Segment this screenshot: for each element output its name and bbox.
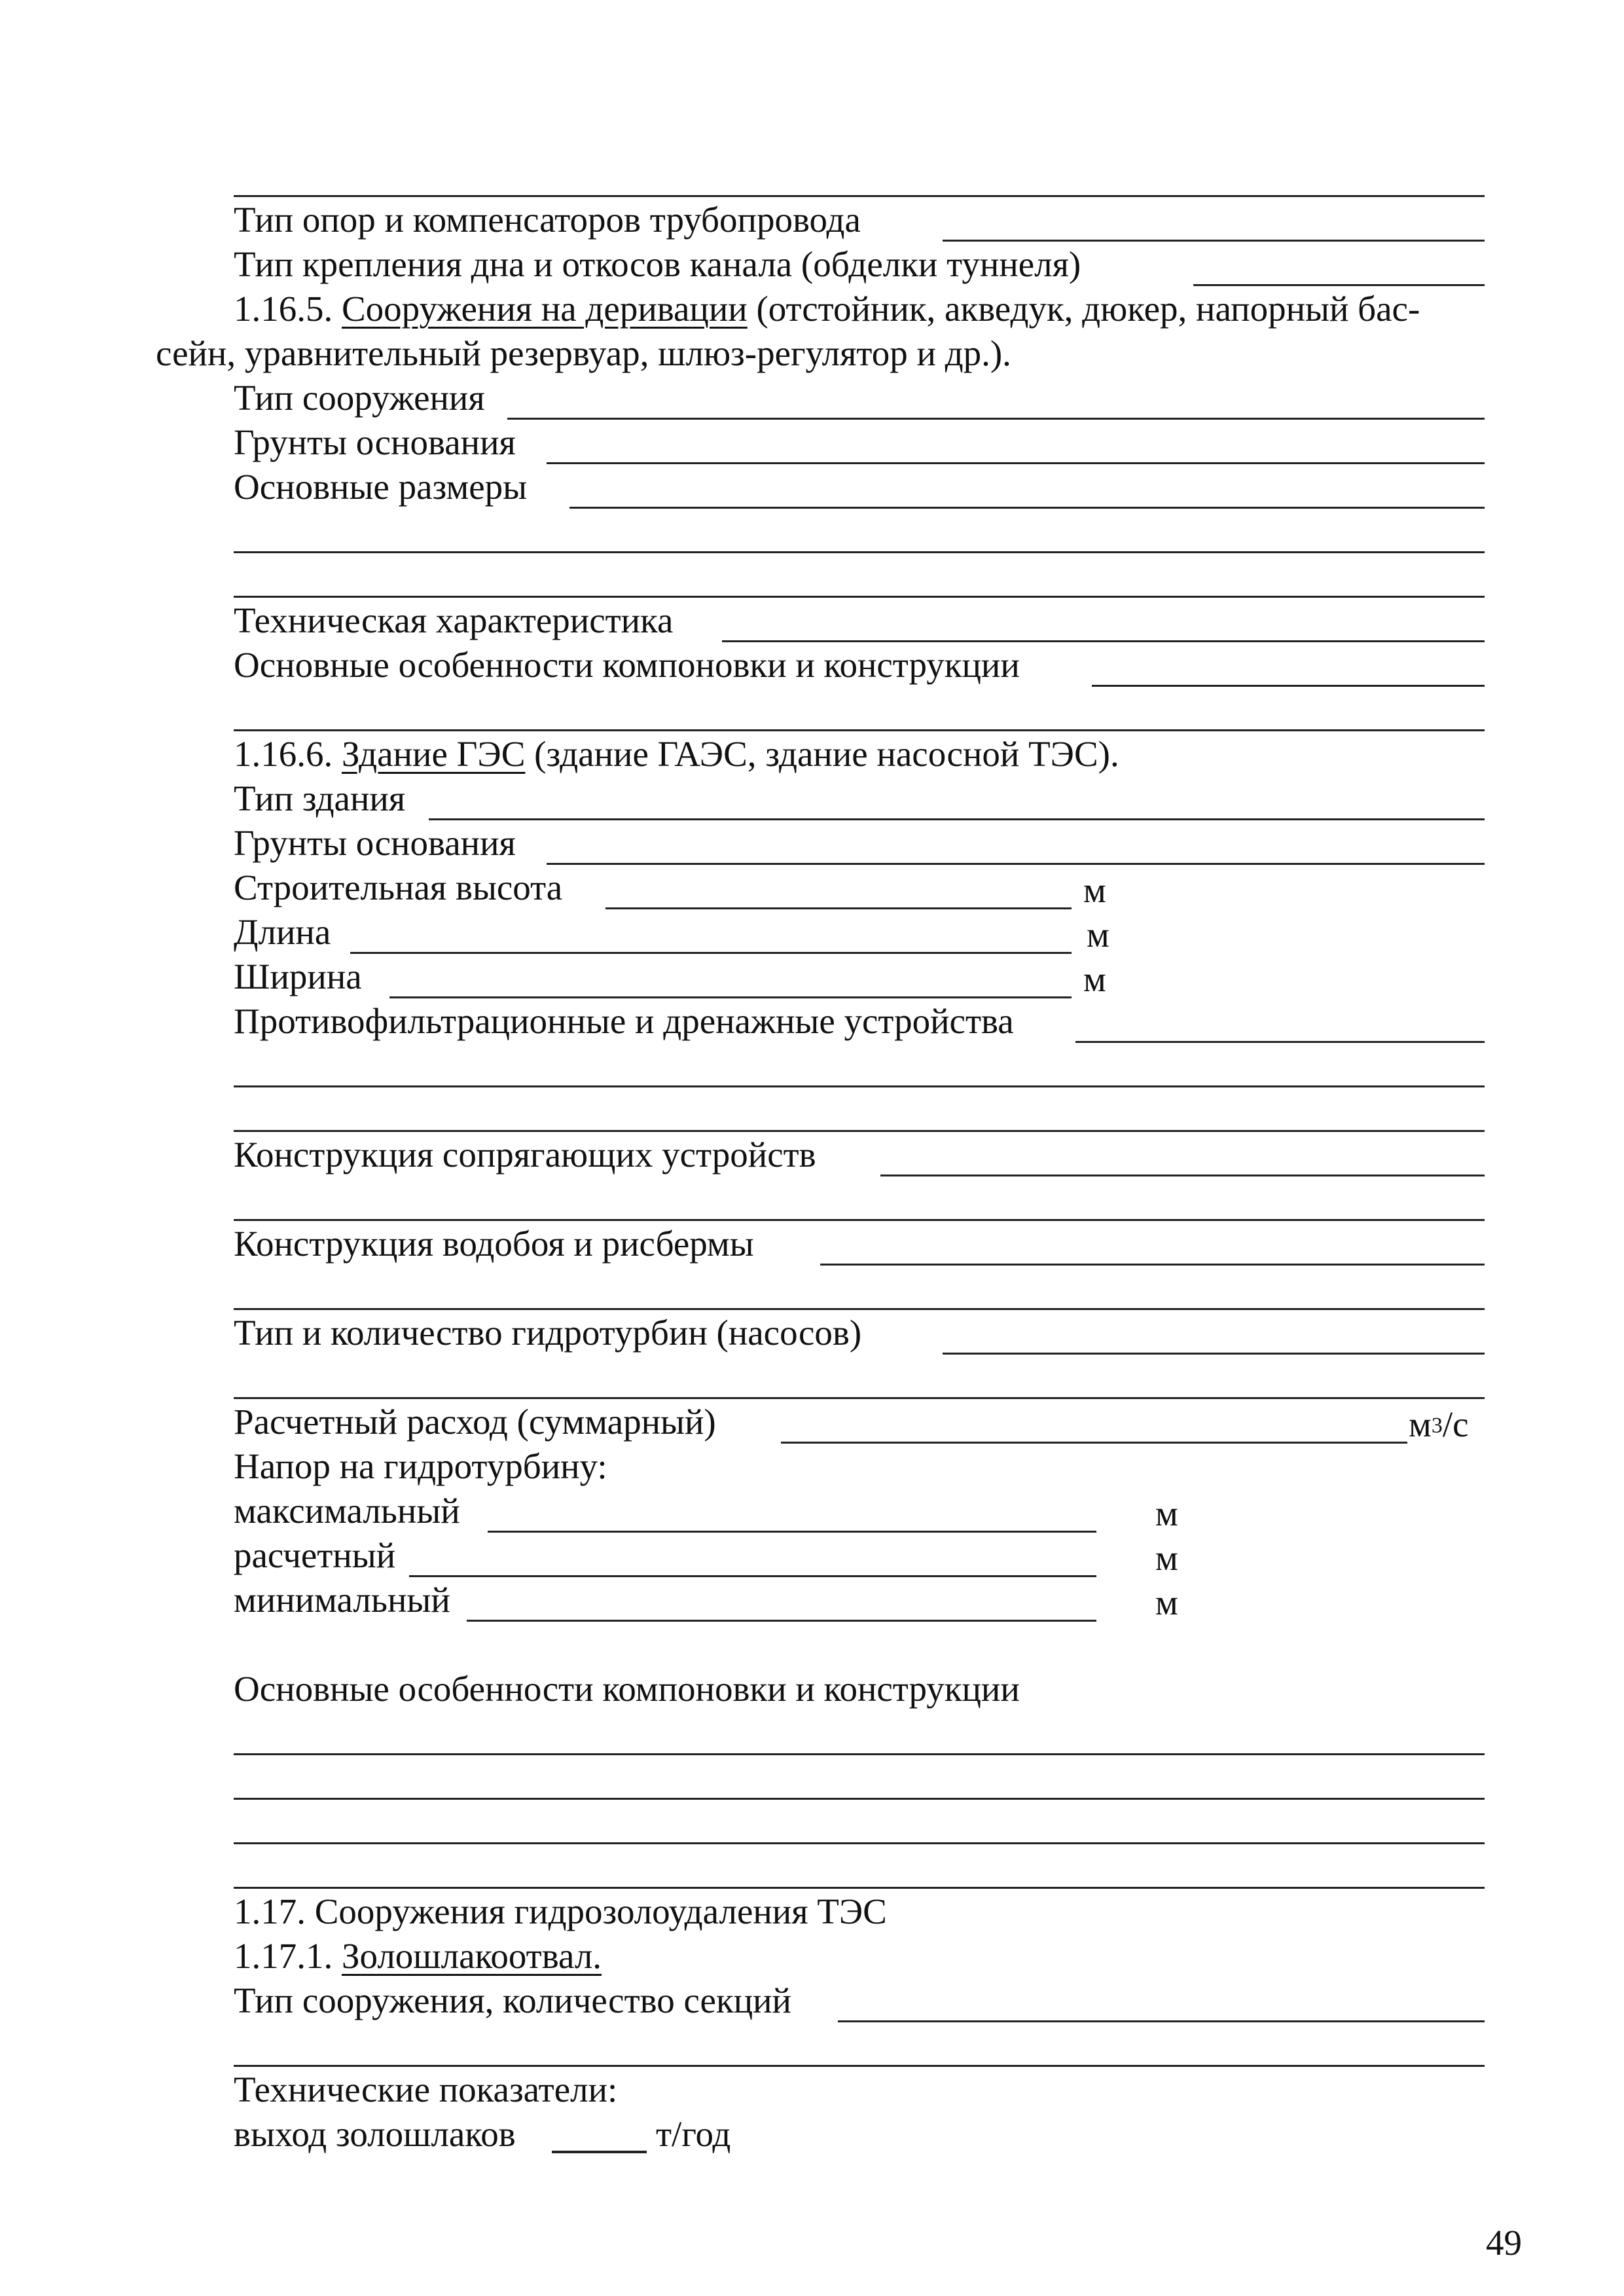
- fill-in-blank[interactable]: [488, 1531, 1096, 1533]
- field-label: Строительная высота: [234, 867, 563, 907]
- fill-in-blank[interactable]: [409, 1575, 1096, 1577]
- field-label: Ширина: [234, 957, 362, 996]
- blank-line[interactable]: [234, 551, 1485, 553]
- fill-in-blank[interactable]: [722, 640, 1485, 642]
- blank-line[interactable]: [234, 1798, 1485, 1800]
- fill-in-blank[interactable]: [943, 1353, 1485, 1355]
- blank-line[interactable]: [234, 1219, 1485, 1221]
- field-label: Тип здания: [234, 778, 406, 818]
- blank-line[interactable]: [234, 195, 1485, 197]
- blank-line[interactable]: [234, 1753, 1485, 1755]
- field-label: расчетный: [234, 1535, 396, 1575]
- section-description: (здание ГАЭС, здание насосной ТЭС).: [525, 734, 1119, 774]
- fill-in-blank[interactable]: [781, 1442, 1407, 1444]
- section-title: Сооружения на деривации: [342, 289, 748, 329]
- field-label: Конструкция сопрягающих устройств: [234, 1135, 816, 1175]
- field-label: Основные размеры: [234, 467, 528, 507]
- unit-label: м: [1155, 1538, 1178, 1578]
- fill-in-blank[interactable]: [820, 1264, 1485, 1266]
- field-label: Тип и количество гидротурбин (насосов): [234, 1313, 862, 1353]
- fill-in-blank[interactable]: [1193, 284, 1485, 286]
- unit-label: т/год: [656, 2114, 731, 2154]
- section-description-cont: сейн, уравнительный резервуар, шлюз-регулятор и др.).: [156, 333, 1011, 373]
- fill-in-blank[interactable]: [350, 952, 1072, 954]
- fill-in-blank[interactable]: [389, 996, 1072, 998]
- field-label: Тип крепления дна и откосов канала (обделки туннеля): [234, 244, 1081, 284]
- page-number: 49: [1486, 2223, 1522, 2263]
- field-label: Грунты основания: [234, 422, 516, 462]
- field-label: максимальный: [234, 1491, 460, 1531]
- field-label: Напор на гидротурбину:: [234, 1446, 607, 1486]
- unit-label-flow: $м^3/с$: [1409, 1404, 1469, 1444]
- field-label: Грунты основания: [234, 823, 516, 863]
- field-label: Расчетный расход (суммарный): [234, 1402, 716, 1442]
- unit-label: м: [1155, 1582, 1178, 1622]
- blank-line[interactable]: [234, 1887, 1485, 1889]
- field-label: выход золошлаков: [234, 2114, 516, 2154]
- fill-in-blank[interactable]: [507, 418, 1485, 420]
- unit-label: м: [1087, 915, 1110, 955]
- blank-line[interactable]: [234, 1842, 1485, 1844]
- field-label: Тип опор и компенсаторов трубопровода: [234, 200, 861, 240]
- fill-in-blank[interactable]: [605, 907, 1072, 909]
- blank-line[interactable]: [234, 1308, 1485, 1310]
- field-label: Противофильтрационные и дренажные устройства: [234, 1001, 1014, 1041]
- blank-line[interactable]: [234, 596, 1485, 598]
- field-label: минимальный: [234, 1580, 450, 1620]
- fill-in-blank[interactable]: [943, 240, 1485, 242]
- section-title: Здание ГЭС: [342, 734, 526, 774]
- fill-in-blank[interactable]: [547, 863, 1485, 865]
- fill-in-blank[interactable]: [467, 1620, 1096, 1622]
- unit-label: м: [1083, 870, 1106, 910]
- section-description: (отстойник, акведук, дюкер, напорный бас-: [747, 289, 1420, 329]
- fill-in-blank[interactable]: [838, 2020, 1485, 2022]
- blank-line[interactable]: [234, 1130, 1485, 1132]
- field-label: Тип сооружения, количество секций: [234, 1980, 791, 2020]
- section-number: 1.17.1.: [234, 1936, 333, 1976]
- section-title: 1.17. Сооружения гидрозолоудаления ТЭС: [234, 1891, 887, 1931]
- fill-in-blank[interactable]: [552, 2151, 647, 2153]
- fill-in-blank[interactable]: [1075, 1041, 1485, 1043]
- fill-in-blank[interactable]: [880, 1175, 1485, 1176]
- unit-label: м: [1155, 1493, 1178, 1533]
- field-label: Основные особенности компоновки и конструкции: [234, 645, 1020, 685]
- blank-line[interactable]: [234, 1085, 1485, 1087]
- section-number: 1.16.5.: [234, 289, 333, 329]
- blank-line[interactable]: [234, 2065, 1485, 2067]
- field-label: Техническая характеристика: [234, 600, 674, 640]
- field-label: Конструкция водобоя и рисбермы: [234, 1224, 754, 1264]
- blank-line[interactable]: [234, 729, 1485, 731]
- blank-line[interactable]: [234, 1397, 1485, 1399]
- fill-in-blank[interactable]: [547, 462, 1485, 464]
- section-title: Золошлакоотвал.: [342, 1936, 602, 1976]
- fill-in-blank[interactable]: [1092, 685, 1485, 687]
- field-label: Основные особенности компоновки и конструкции: [234, 1669, 1020, 1709]
- fill-in-blank[interactable]: [569, 507, 1485, 509]
- section-number: 1.16.6.: [234, 734, 333, 774]
- fill-in-blank[interactable]: [429, 818, 1485, 820]
- field-label: Тип сооружения: [234, 378, 485, 418]
- field-label: Длина: [234, 912, 331, 952]
- unit-label: м: [1083, 959, 1106, 999]
- field-label: Технические показатели:: [234, 2069, 618, 2109]
